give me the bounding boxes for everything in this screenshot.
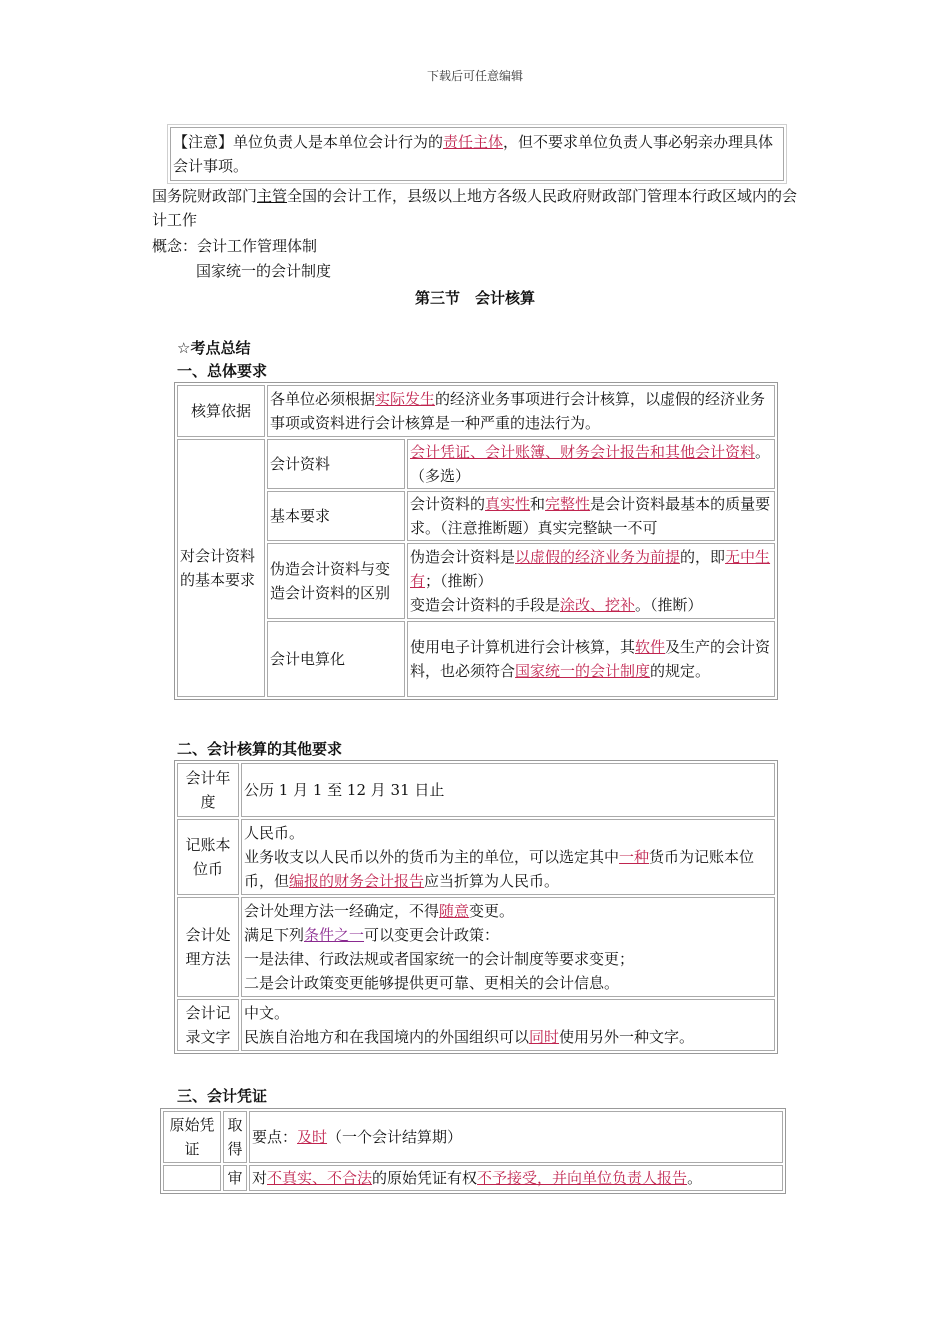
t1-label-forgery: 伪造会计资料与变造会计资料的区别 [267, 543, 405, 619]
para-text-b: 全国的会计工作，县级以上地方各级人民政府财政部门管理本行政区域内的会计工作 [152, 187, 798, 229]
t1-basis-highlight: 实际发生 [375, 390, 436, 408]
t1-authenticity: 真实性 [485, 495, 531, 513]
t3-label-original-voucher: 原始凭证 [163, 1111, 221, 1163]
note-prefix: 【注意】单位负责人是本单位会计行为的 [173, 133, 444, 151]
t1-basic-cell: 会计资料的真实性和完整性是会计资料最基本的质量要求。（注意推断题）真实完整缺一不可 [407, 491, 775, 541]
section-title: 第三节 会计核算 [414, 289, 535, 307]
t2-label-language: 会计记录文字 [177, 999, 239, 1051]
t3-refuse-report: 不予接受，并向单位负责人报告 [477, 1169, 688, 1187]
t1-computerization-cell: 使用电子计算机进行会计核算，其软件及生产的会计资料，也必须符合国家统一的会计制度的规定。 [407, 621, 775, 697]
t2-one-currency: 一种 [619, 848, 650, 866]
note-box [170, 127, 784, 181]
t1-software: 软件 [635, 638, 666, 656]
t2-currency-cell: 人民币。 业务收支以人民币以外的货币为主的单位，可以选定其中一种货币为记账本位币，但编报的财务会计报告应当折算为人民币。 [241, 819, 775, 895]
heading-1: 一、总体要求 [177, 362, 268, 380]
t2-label-fiscal-year: 会计年度 [177, 763, 239, 817]
t1-label-basic: 基本要求 [267, 491, 405, 541]
t1-alteration-means: 涂改、挖补 [560, 596, 636, 614]
heading-2: 二、会计核算的其他要求 [177, 740, 343, 758]
t1-basis-cell: 各单位必须根据实际发生的经济业务事项进行会计核算，以虚假的经济业务事项或资料进行会计核算是一种严重的违法行为。 [267, 385, 775, 437]
t2-financial-report: 编报的财务会计报告 [289, 872, 425, 890]
para-text-a: 国务院财政部门 [152, 187, 258, 205]
t3-obtain-cell: 要点：及时（一个会计结算期） [249, 1111, 783, 1163]
t2-language-cell: 中文。 民族自治地方和在我国境内的外国组织可以同时使用另外一种文字。 [241, 999, 775, 1051]
t1-forgery-cell: 伪造会计资料是以虚假的经济业务为前提的，即无中生有；（推断） 变造会计资料的手段是涂改、挖补。（推断） [407, 543, 775, 619]
page-header: 下载后可任意编辑 [426, 69, 523, 83]
table-general-requirements [174, 382, 778, 700]
t1-label-basis: 核算依据 [177, 385, 265, 437]
note-highlight: 责任主体 [443, 133, 504, 151]
para-underline: 主管 [257, 187, 288, 205]
t1-materials-cell: 会计凭证、会计账簿、财务会计报告和其他会计资料。（多选） [407, 439, 775, 489]
t2-fiscal-year-cell: 公历 1 月 1 至 12 月 31 日止 [241, 763, 775, 817]
t1-forgery-premise: 以虚假的经济业务为前提 [515, 548, 681, 566]
t2-simultaneously: 同时 [529, 1028, 560, 1046]
t2-one-condition: 条件之一 [304, 926, 365, 944]
t3-empty-cell [163, 1165, 221, 1191]
t3-label-obtain: 取得 [223, 1111, 247, 1163]
t3-review-cell: 对不真实、不合法的原始凭证有权不予接受，并向单位负责人报告。 [249, 1165, 783, 1191]
t3-label-review: 审 [223, 1165, 247, 1191]
table-vouchers [160, 1108, 786, 1194]
kaodian-heading: ☆考点总结 [177, 339, 251, 357]
t1-out-of-nothing: 无中生有 [410, 548, 771, 590]
t2-label-methods: 会计处理方法 [177, 897, 239, 997]
heading-3: 三、会计凭证 [177, 1087, 268, 1105]
t2-methods-cell: 会计处理方法一经确定，不得随意变更。 满足下列条件之一可以变更会计政策： 一是法律、行政法规或者国家统一的会计制度等要求变更； 二是会计政策变更能够提供更可靠、更相关的会计信息。 [241, 897, 775, 997]
concept-line-1: 概念：会计工作管理体制 [152, 237, 318, 255]
t2-label-currency: 记账本位币 [177, 819, 239, 895]
concept-line-2: 国家统一的会计制度 [196, 262, 332, 280]
t1-completeness: 完整性 [545, 495, 591, 513]
t1-label-materials: 会计资料 [267, 439, 405, 489]
paragraph-admin [152, 184, 812, 232]
table-other-requirements [174, 760, 778, 1054]
t3-timely: 及时 [297, 1128, 328, 1146]
t1-national-system: 国家统一的会计制度 [515, 662, 651, 680]
t1-group-label: 对会计资料的基本要求 [177, 439, 265, 697]
t1-materials-highlight: 会计凭证、会计账簿、财务会计报告和其他会计资料 [410, 443, 756, 461]
t1-label-computerization: 会计电算化 [267, 621, 405, 697]
t2-arbitrary: 随意 [439, 902, 470, 920]
note-suffix: ，但不要求单位负责人事必躬亲办理具体会计事项。 [173, 133, 774, 175]
t3-false-illegal: 不真实、不合法 [267, 1169, 373, 1187]
